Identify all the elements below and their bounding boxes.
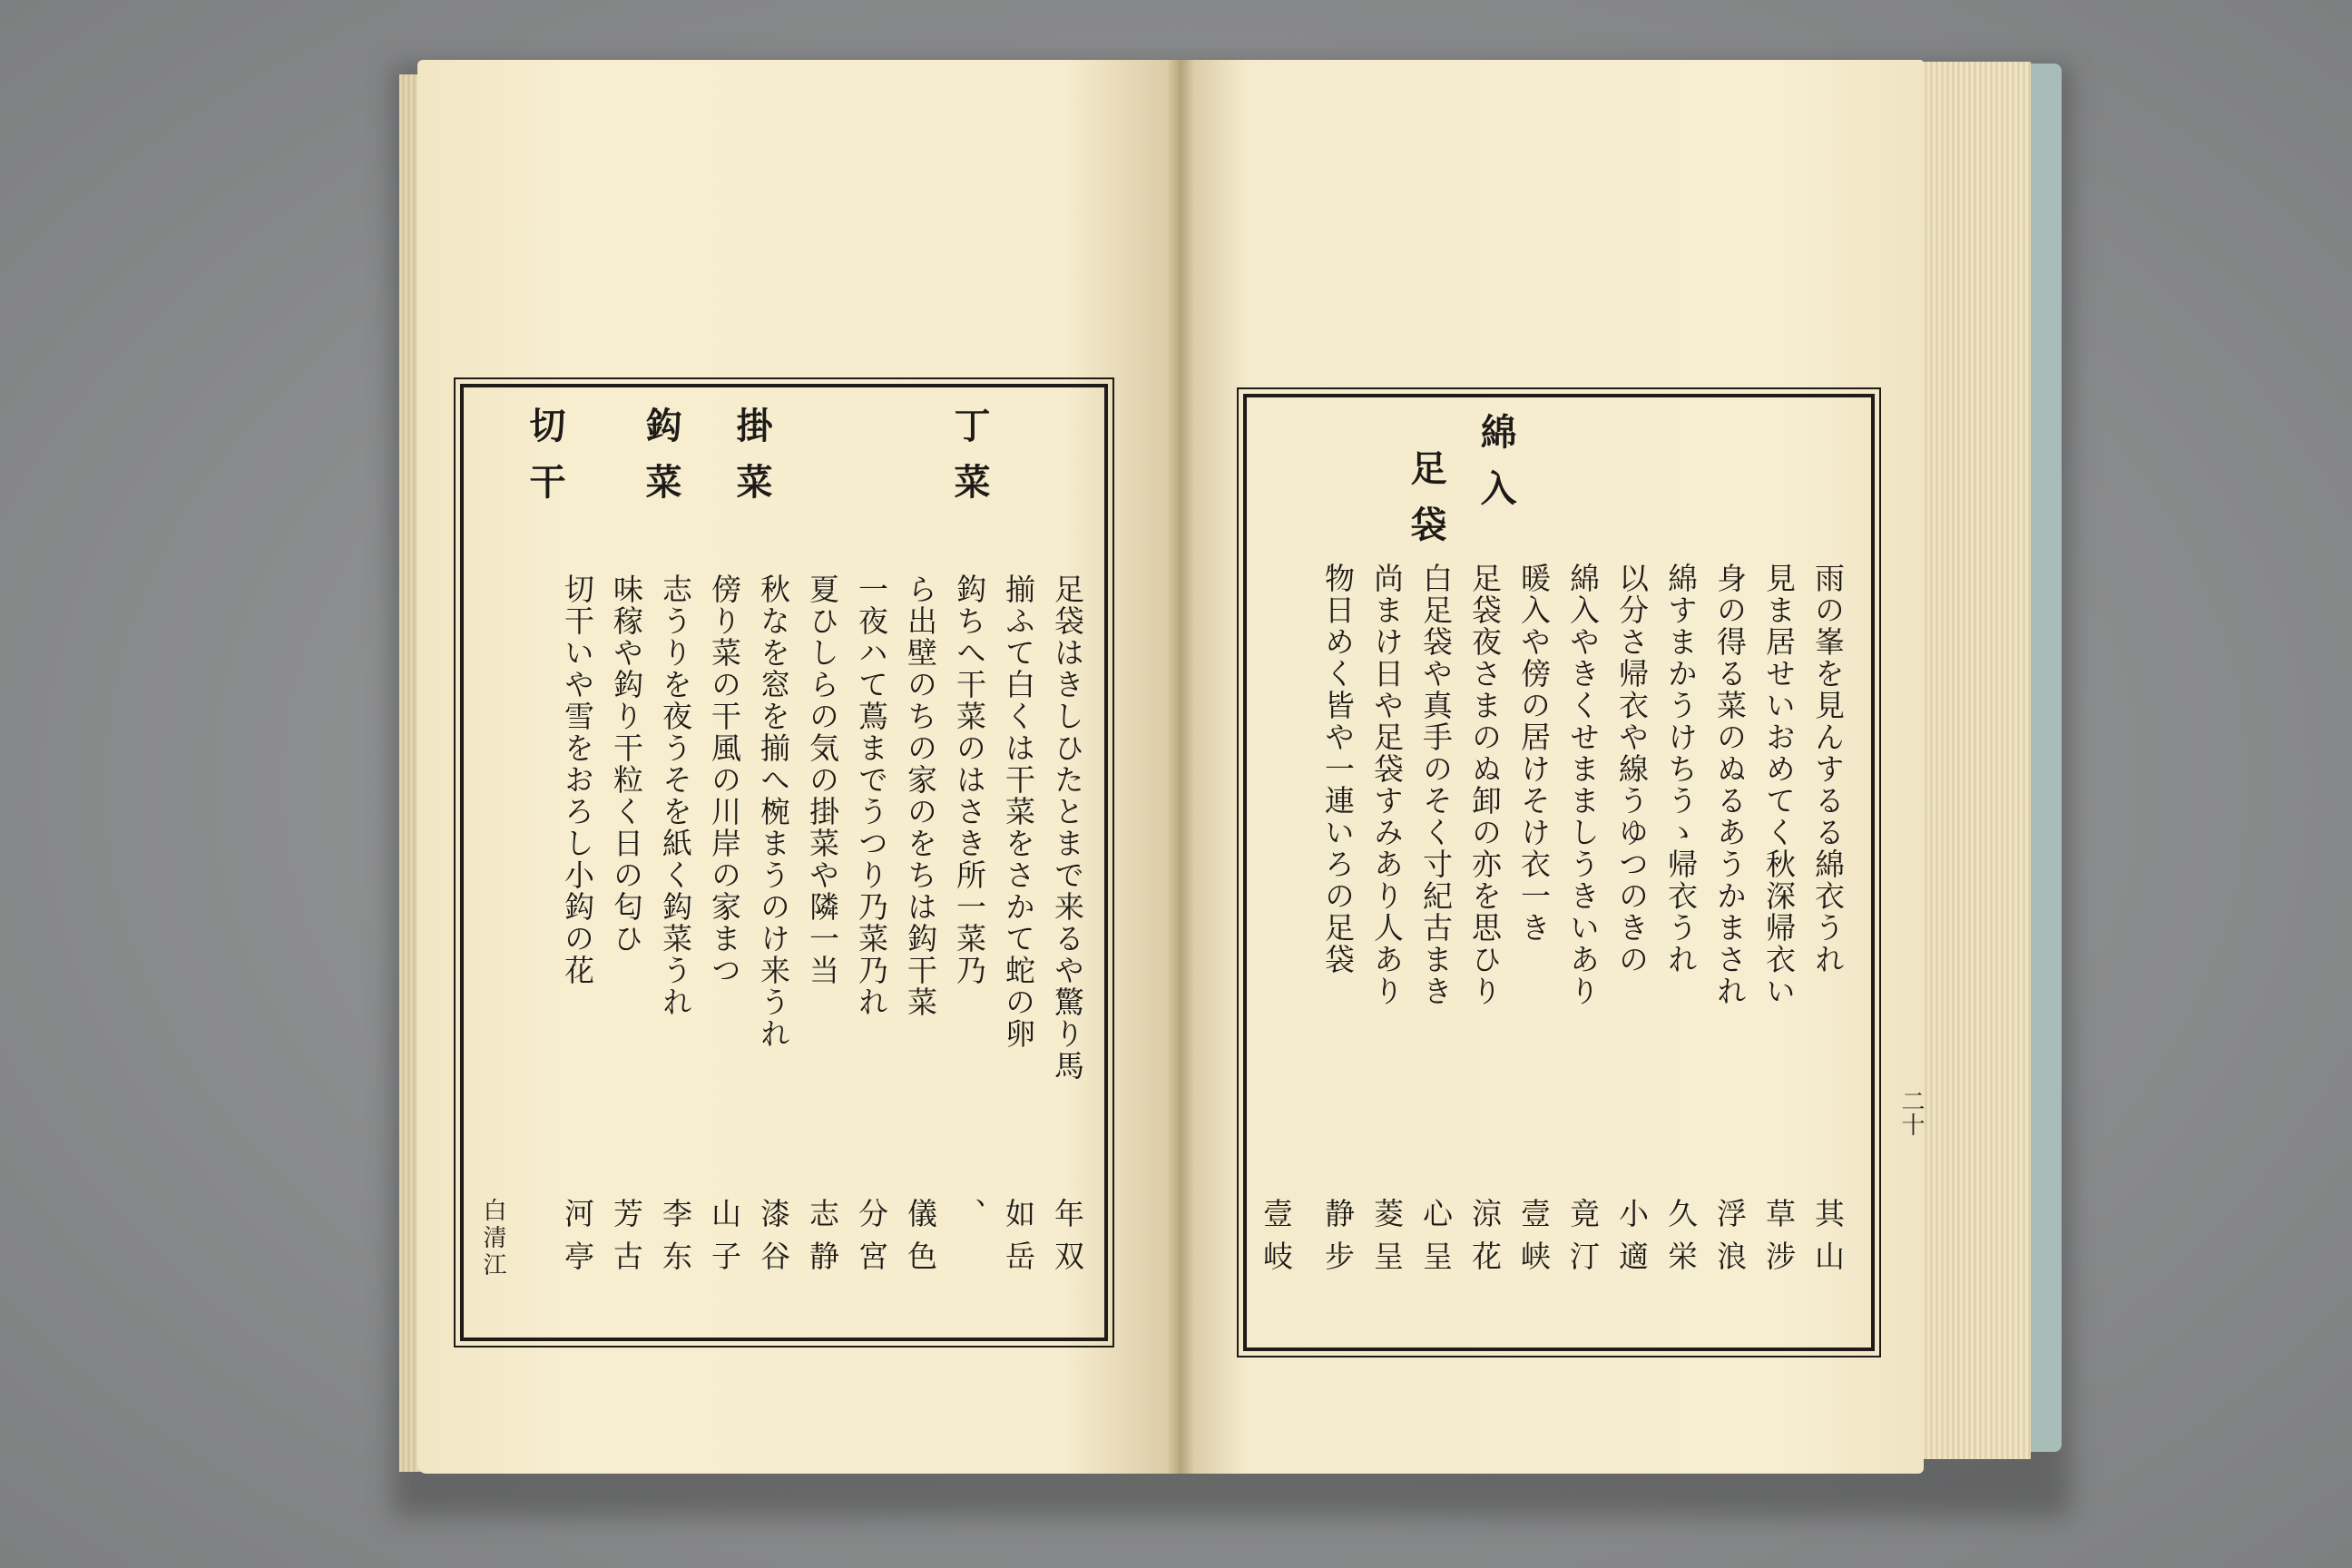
left-line-2: 揃ふて白くは干菜をさかて蛇の卵 — [1001, 573, 1036, 1050]
left-poet-10: 芳古 — [609, 1198, 644, 1283]
left-poet-8: 山子 — [707, 1198, 742, 1283]
right-poet-8: 涼花 — [1467, 1198, 1503, 1283]
right-poet-1: 其山 — [1810, 1198, 1846, 1283]
right-line-6: 綿入やきくせまましうきいあり — [1565, 563, 1601, 1007]
left-line-1: 足袋はきしひたとまで来るや驚り馬 — [1050, 573, 1085, 1082]
left-line-11: 切干いや雪をおろし小鈎の花 — [560, 573, 595, 986]
left-poet-1: 年双 — [1050, 1198, 1085, 1283]
left-poet-2: 如岳 — [1001, 1198, 1036, 1283]
left-line-7: 秋なを窓を揃へ椀まうのけ来うれ — [756, 573, 791, 1050]
left-line-5: 一夜ハて蔦までうつり乃菜乃れ — [854, 573, 889, 1018]
right-poet-4: 久栄 — [1663, 1198, 1699, 1283]
right-poet-7: 壹峡 — [1516, 1198, 1552, 1283]
right-poet-9: 心呈 — [1418, 1198, 1454, 1283]
right-poet-10: 菱呈 — [1369, 1198, 1405, 1283]
left-line-8: 傍り菜の干風の川岸の家まつ — [707, 573, 742, 986]
right-title-2: 足袋 — [1405, 449, 1447, 562]
right-line-2: 見ま居せいおめてく秋深帰衣い — [1761, 563, 1797, 1007]
right-line-8: 足袋夜さまのぬ卸の亦を思ひり — [1467, 563, 1503, 1007]
right-poet-11: 静步 — [1320, 1198, 1356, 1283]
left-line-6: 夏ひしらの気の掛菜や隣一当 — [805, 573, 840, 986]
right-poet-6: 竟汀 — [1565, 1198, 1601, 1283]
left-poet-6: 志静 — [805, 1198, 840, 1283]
left-line-4: ら出壁のちの家のをちは鈎干菜 — [903, 573, 938, 1018]
left-title-2: 掛菜 — [730, 407, 773, 519]
right-line-11: 物日めく皆や一連いろの足袋 — [1320, 563, 1356, 975]
left-line-3: 鈎ちへ干菜のはさき所一菜乃 — [952, 573, 987, 986]
left-poet-9: 李东 — [658, 1198, 693, 1283]
right-line-9: 白足袋や真手のそく寸紀古まき — [1418, 563, 1454, 1007]
left-title-4: 切干 — [524, 407, 566, 519]
left-poet-12: 白清江 — [479, 1198, 506, 1279]
right-line-5: 以分さ帰衣や線うゆつのきの — [1614, 563, 1650, 975]
left-title-1: 丁菜 — [948, 407, 991, 519]
page-edges-right — [1922, 62, 2031, 1459]
left-poet-5: 分宮 — [854, 1198, 889, 1283]
right-line-4: 綿すまかうけちうゝ帰衣うれ — [1663, 563, 1699, 975]
left-poet-11: 河亭 — [560, 1198, 595, 1283]
folio-number: 二十 — [1897, 1089, 1925, 1136]
right-line-7: 暖入や傍の居けそけ衣一き — [1516, 563, 1552, 944]
right-line-3: 身の得る菜のぬるあうかまされ — [1712, 563, 1748, 1007]
right-poet-3: 浮浪 — [1712, 1198, 1748, 1283]
right-line-1: 雨の峯を見んするる綿衣うれ — [1810, 563, 1846, 975]
right-poet-5: 小適 — [1614, 1198, 1650, 1283]
left-line-9: 志うりを夜うそを紙く鈎菜うれ — [658, 573, 693, 1018]
left-poet-3: 、 — [952, 1198, 987, 1240]
book-gutter — [1167, 60, 1194, 1474]
left-title-3: 鈎菜 — [640, 407, 682, 519]
right-poet-2: 草涉 — [1761, 1198, 1797, 1283]
left-poet-4: 儀色 — [903, 1198, 938, 1283]
right-title-1: 綿入 — [1475, 413, 1517, 525]
left-line-10: 味稼や鈎り干粒く日の匂ひ — [609, 573, 644, 955]
right-line-10: 尚まけ日や足袋すみあり人あり — [1369, 563, 1405, 1007]
left-poet-7: 漆谷 — [756, 1198, 791, 1283]
right-poet-12: 壹岐 — [1259, 1198, 1294, 1283]
